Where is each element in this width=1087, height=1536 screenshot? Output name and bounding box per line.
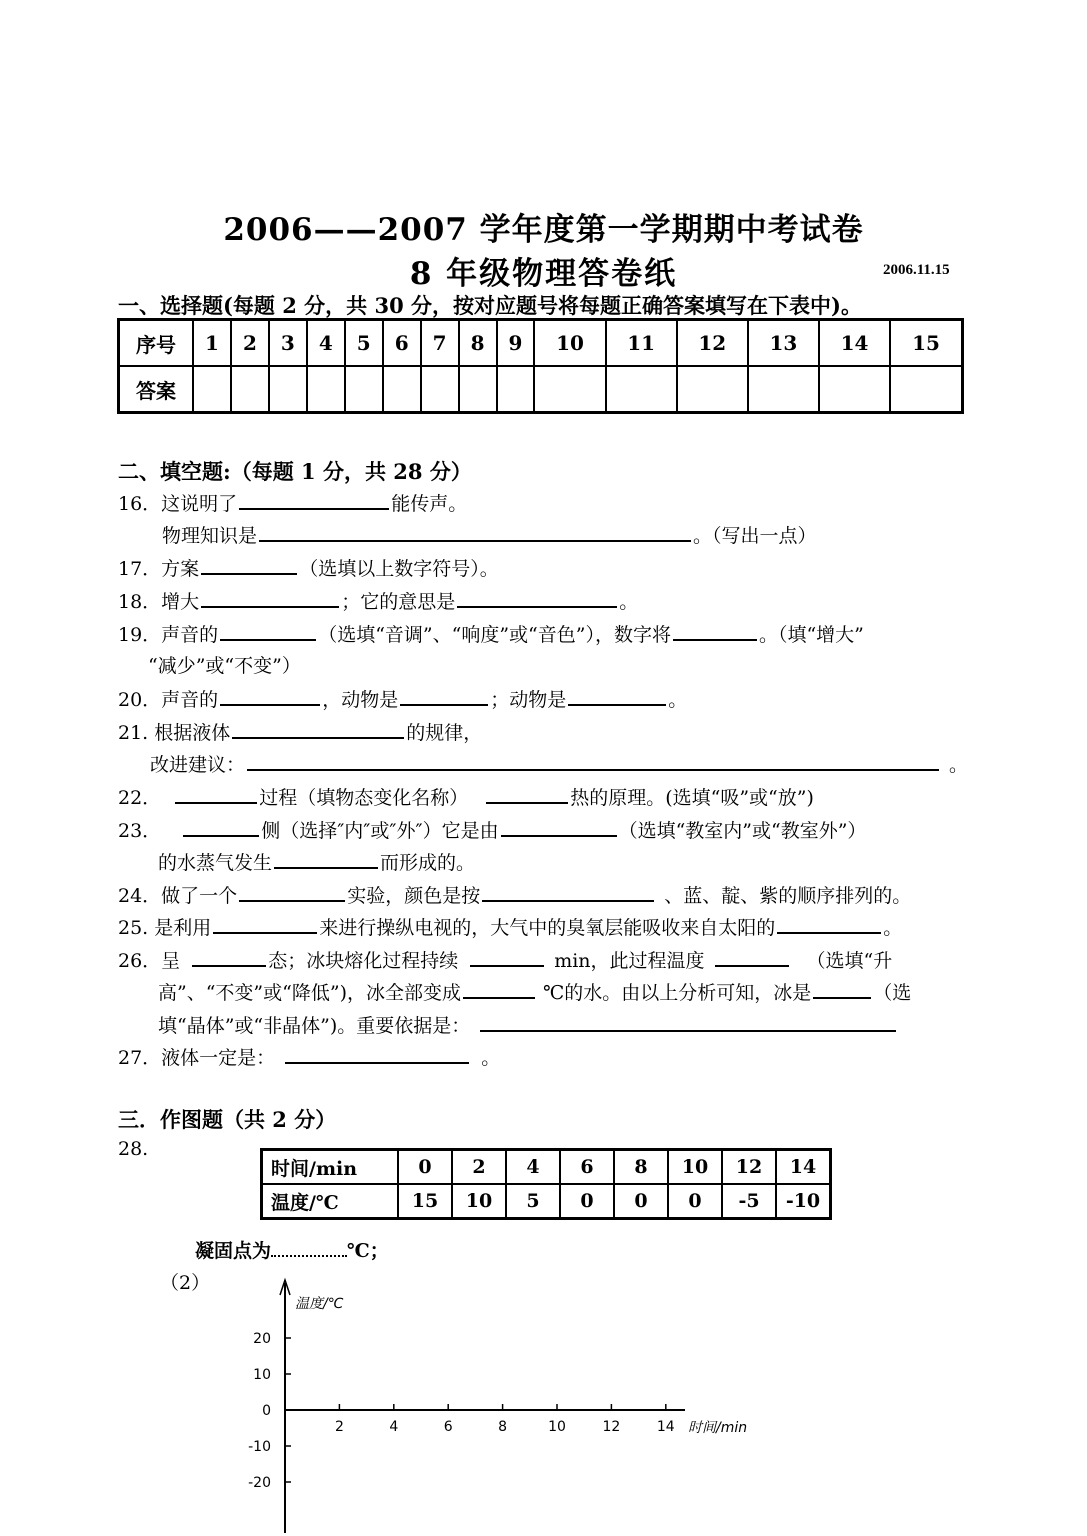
question-number: 7 [421, 320, 459, 367]
y-axis-label: 温度/℃ [295, 1296, 344, 1312]
answer-blank[interactable] [239, 488, 389, 510]
y-tick-label: -20 [248, 1475, 271, 1491]
answer-blank[interactable] [285, 1042, 469, 1064]
text: 态；冰块熔化过程持续 [268, 950, 459, 972]
answer-blank[interactable] [400, 684, 488, 706]
text: 热的原理。(选填“吸”或“放”) [570, 787, 814, 809]
answer-blank[interactable] [183, 815, 259, 837]
question-23a [118, 815, 866, 843]
question-22 [118, 782, 814, 810]
answer-blank[interactable] [673, 619, 757, 641]
answer-blank[interactable] [247, 749, 939, 771]
answer-blank[interactable] [220, 619, 316, 641]
x-tick-label: 4 [389, 1419, 399, 1435]
text: 23． [118, 820, 162, 842]
time-cell: 8 [614, 1150, 668, 1185]
temperature-graph[interactable] [230, 1275, 790, 1536]
y-tick-label: 0 [262, 1403, 271, 1419]
answer-blank[interactable] [501, 815, 617, 837]
text: 凝固点为 [195, 1240, 272, 1262]
answer-cell[interactable] [748, 366, 819, 413]
x-tick-label: 14 [656, 1419, 675, 1435]
question-number: 1 [193, 320, 231, 367]
question-26b [158, 977, 911, 1005]
text: 18．增大 [118, 591, 200, 613]
text: 26．呈 [118, 950, 181, 972]
answer-blank[interactable] [213, 912, 317, 934]
answer-blank[interactable] [239, 880, 345, 902]
x-axis-label: 时间/min [688, 1420, 748, 1436]
answer-blank[interactable] [486, 782, 568, 804]
text: ；它的意思是 [341, 591, 456, 613]
text: 改进建议： [150, 754, 246, 776]
text: ℃的水。由以上分析可知，冰是 [542, 982, 812, 1004]
question-number: 8 [459, 320, 497, 367]
answer-blank[interactable] [813, 977, 871, 999]
answer-table [117, 318, 964, 414]
text: 。（写出一点） [693, 525, 817, 547]
answer-cell[interactable] [307, 366, 345, 413]
question-number: 13 [748, 320, 819, 367]
answer-cell[interactable] [383, 366, 421, 413]
text: （选 [873, 982, 912, 1004]
question-18 [118, 586, 638, 614]
section3-heading: 三．作图题（共 2 分） [118, 1107, 337, 1132]
text: 过程（填物态变化名称） [259, 787, 469, 809]
question-27 [118, 1042, 500, 1070]
text: 21. 根据液体 [118, 722, 231, 744]
section2-heading: 二、填空题:（每题 1 分，共 28 分） [118, 459, 472, 484]
answer-blank[interactable] [457, 586, 617, 608]
text: 物理知识是 [162, 525, 258, 547]
text: 。 [883, 917, 903, 939]
question-26a [118, 945, 892, 973]
text: 的水蒸气发生 [158, 852, 273, 874]
text: 。 [619, 591, 639, 613]
answer-blank[interactable] [480, 1010, 896, 1032]
time-cell: 6 [560, 1150, 614, 1185]
time-cell: 12 [722, 1150, 776, 1185]
x-tick-label: 12 [602, 1419, 621, 1435]
exam-subtitle: 8 年级物理答卷纸 [409, 256, 678, 292]
text: 填“晶体”或“非晶体”)。重要依据是： [158, 1015, 471, 1037]
answer-cell[interactable] [345, 366, 383, 413]
question-25 [118, 912, 902, 940]
text: 22． [118, 787, 162, 809]
answer-blank[interactable] [220, 684, 320, 706]
question-number: 4 [307, 320, 345, 367]
answer-blank[interactable] [715, 945, 789, 967]
text: 。 [949, 754, 969, 776]
temperature-cell: 0 [614, 1184, 668, 1219]
answer-blank[interactable] [470, 945, 544, 967]
answer-cell[interactable] [606, 366, 677, 413]
question-number: 12 [677, 320, 748, 367]
answer-table-number-row [119, 320, 963, 367]
text: 19．声音的 [118, 624, 219, 646]
answer-cell[interactable] [534, 366, 605, 413]
text: 能传声。 [391, 493, 468, 515]
text: （选填“升 [806, 950, 893, 972]
temperature-cell: 15 [398, 1184, 452, 1219]
answer-cell[interactable] [269, 366, 307, 413]
text: ；动物是 [490, 689, 567, 711]
question-16a [118, 488, 467, 516]
temperature-cell: -5 [722, 1184, 776, 1219]
text: ℃； [347, 1240, 389, 1262]
temperature-cell: 0 [668, 1184, 722, 1219]
x-tick-label: 10 [548, 1419, 566, 1435]
text: 17．方案 [118, 558, 200, 580]
answer-blank[interactable] [463, 977, 535, 999]
x-tick-label: 8 [498, 1419, 508, 1435]
time-cell: 4 [506, 1150, 560, 1185]
time-row [262, 1150, 831, 1185]
temperature-row [262, 1184, 831, 1219]
text: 27．液体一定是： [118, 1047, 276, 1069]
time-cell: 14 [776, 1150, 831, 1185]
text: 的规律， [406, 722, 483, 744]
question-16b [162, 520, 817, 548]
time-cell: 10 [668, 1150, 722, 1185]
question-21a [118, 717, 482, 745]
question-19a [118, 619, 864, 647]
text: （选填“音调”、“响度”或“音色”），数字将 [318, 624, 671, 646]
freezing-point-line [195, 1236, 389, 1263]
answer-table-answer-row [119, 366, 963, 413]
text: 25. 是利用 [118, 917, 212, 939]
y-tick-label: 10 [253, 1367, 271, 1383]
answer-cell[interactable] [497, 366, 535, 413]
question-number: 3 [269, 320, 307, 367]
text: 。 [668, 689, 688, 711]
x-tick-label: 6 [443, 1419, 453, 1435]
question-number: 11 [606, 320, 677, 367]
question-23b [158, 847, 475, 875]
text: 来进行操纵电视的，大气中的臭氧层能吸收来自太阳的 [319, 917, 776, 939]
question-26c [158, 1010, 898, 1038]
question-number: 10 [534, 320, 605, 367]
answer-cell[interactable] [421, 366, 459, 413]
number-header: 序号 [119, 320, 194, 367]
section1-heading: 一、选择题(每题 2 分，共 30 分，按对应题号将每题正确答案填写在下表中)。 [118, 293, 862, 318]
answer-blank[interactable] [259, 520, 691, 542]
text: 24．做了一个 [118, 885, 238, 907]
text: 而形成的。 [380, 852, 476, 874]
text: 。 [481, 1047, 501, 1069]
answer-blank[interactable] [232, 717, 404, 739]
text: 高”、“不变”或“降低”)，冰全部变成 [158, 982, 461, 1004]
answer-blank[interactable] [271, 1237, 347, 1257]
question-number: 14 [819, 320, 890, 367]
answer-blank[interactable] [201, 586, 339, 608]
answer-header: 答案 [119, 366, 194, 413]
answer-cell[interactable] [677, 366, 748, 413]
text: 、蓝、靛、紫的顺序排列的。 [664, 885, 912, 907]
question-number: 9 [497, 320, 535, 367]
y-tick-label: -10 [248, 1439, 271, 1455]
text: 16．这说明了 [118, 493, 238, 515]
x-tick-label: 2 [334, 1419, 344, 1435]
answer-blank[interactable] [568, 684, 666, 706]
text: （选填“教室内”或“教室外”） [618, 820, 867, 842]
answer-cell[interactable] [231, 366, 269, 413]
answer-blank[interactable] [175, 782, 257, 804]
question-21b [150, 749, 968, 777]
answer-blank[interactable] [201, 553, 297, 575]
question-number: 6 [383, 320, 421, 367]
time-header: 时间/min [262, 1150, 399, 1185]
text: ，动物是 [322, 689, 399, 711]
answer-blank[interactable] [482, 880, 654, 902]
answer-blank[interactable] [274, 847, 378, 869]
y-tick-label: 20 [253, 1331, 271, 1347]
part-2-label: （2） [160, 1272, 211, 1294]
question-number: 15 [890, 320, 962, 367]
text: 。（填“增大” [758, 624, 864, 646]
temperature-cell: 0 [560, 1184, 614, 1219]
answer-cell[interactable] [890, 366, 962, 413]
exam-date: 2006.11.15 [883, 262, 950, 278]
temperature-table [260, 1148, 832, 1220]
answer-cell[interactable] [819, 366, 890, 413]
temperature-cell: 10 [452, 1184, 506, 1219]
question-19b: “减少”或“不变”） [148, 655, 301, 677]
text: 侧（选择″内″或″外″）它是由 [261, 820, 499, 842]
question-number: 2 [231, 320, 269, 367]
question-20 [118, 684, 687, 712]
text: 实验，颜色是按 [347, 885, 481, 907]
text: min，此过程温度 [554, 950, 705, 972]
exam-title: 2006——2007 学年度第一学期期中考试卷 [223, 212, 864, 248]
text: （选填以上数字符号）。 [299, 558, 499, 580]
question-number: 5 [345, 320, 383, 367]
answer-blank[interactable] [777, 912, 881, 934]
temperature-header: 温度/℃ [262, 1184, 399, 1219]
time-cell: 0 [398, 1150, 452, 1185]
question-24 [118, 880, 911, 908]
text: 20．声音的 [118, 689, 219, 711]
answer-cell[interactable] [193, 366, 231, 413]
temperature-cell: 5 [506, 1184, 560, 1219]
answer-cell[interactable] [459, 366, 497, 413]
time-cell: 2 [452, 1150, 506, 1185]
temperature-cell: -10 [776, 1184, 831, 1219]
question-28-number: 28. [118, 1138, 149, 1160]
answer-blank[interactable] [192, 945, 266, 967]
question-17 [118, 553, 499, 581]
